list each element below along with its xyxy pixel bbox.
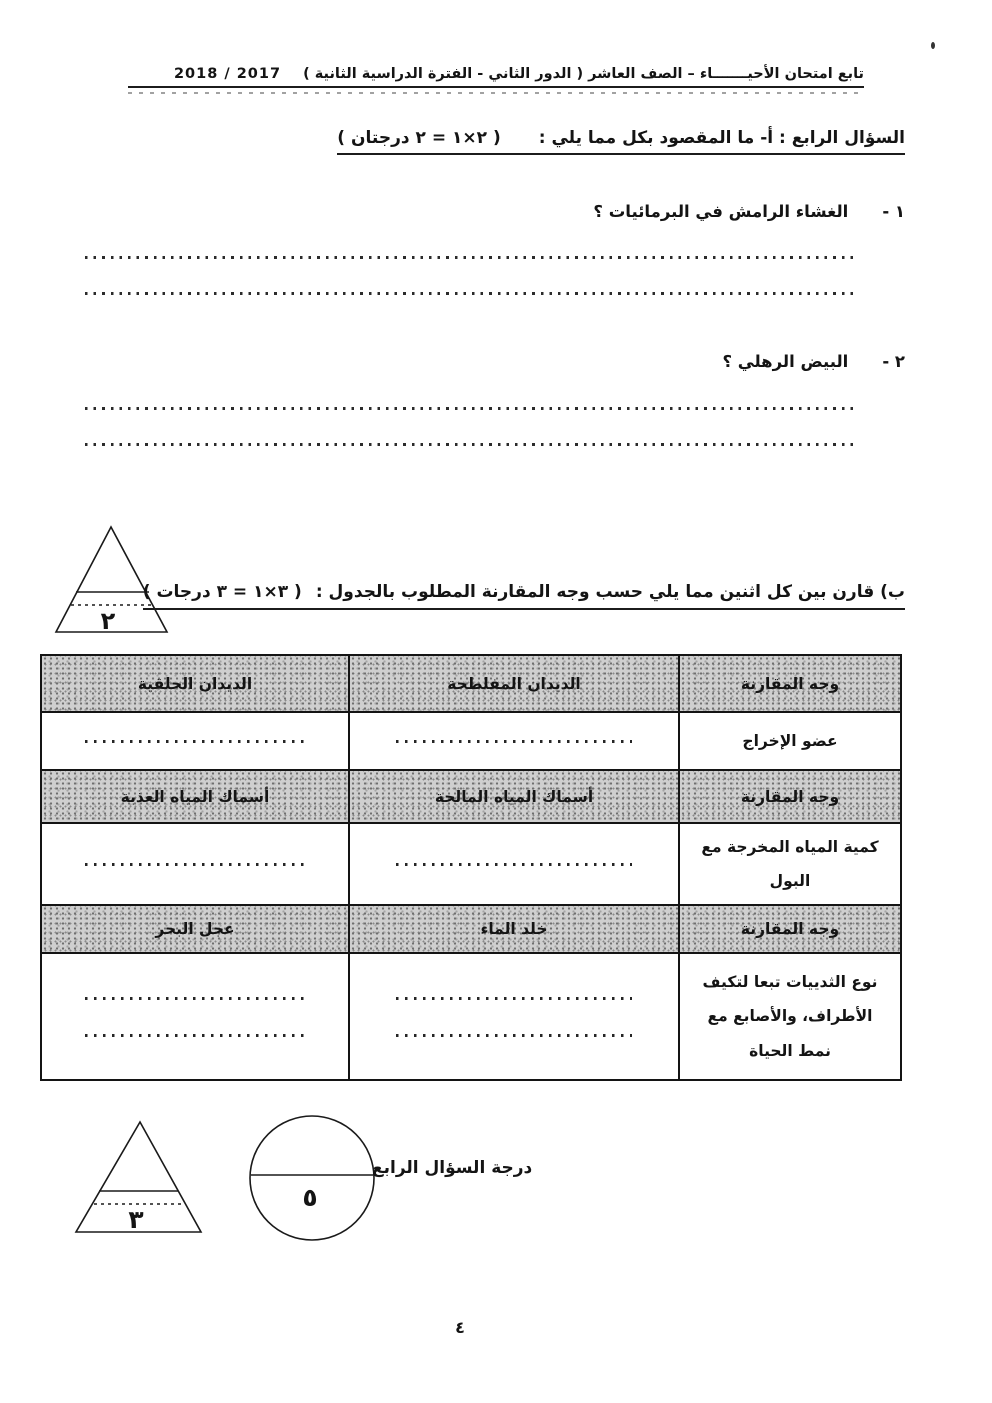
header-year: 2018 / 2017 [173,66,282,82]
table-header-cell: عجل البحر [41,905,349,953]
page-number: ٤ [455,1318,465,1337]
aspect-cell: عضو الإخراج [679,712,901,770]
part-b-marks: ( ٣×١ = ٣ درجات ) [142,582,302,602]
answer-cell [349,953,679,1080]
footer-label: درجة السؤال الرابع [372,1158,533,1178]
answer-cell [41,953,349,1080]
aspect-cell: نوع الثدييات تبعا لتكيف الأطراف، والأصابع مع نمط الحياة [679,953,901,1080]
dotted-answer-line [85,863,305,866]
answer-cell [349,823,679,905]
table-header-row [41,655,901,712]
aspect-header-cell: وجه المقارنة [679,655,901,712]
item-1-text: الغشاء الرامش في البرمائيات ؟ [593,202,849,221]
page-header [128,66,864,88]
item-1-number: ١ - [882,202,905,221]
answer-cell [41,712,349,770]
part-b-title [143,582,905,610]
answer-line [85,256,858,259]
dotted-answer-line [85,997,305,1000]
aspect-header-cell: وجه المقارنة [679,905,901,953]
item-1 [593,202,905,221]
table-header-row [41,905,901,953]
item-2-text: البيض الرهلي ؟ [722,352,849,371]
question-marks: ( ٢×١ = ٢ درجتان ) [337,128,501,148]
question-title [337,128,905,155]
table-header-cell: الديدان المفلطحة [349,655,679,712]
table-header-row [41,770,901,823]
dotted-answer-line [396,997,632,1000]
dotted-answer-line [396,863,632,866]
item-2 [722,352,905,371]
item-2-number: ٢ - [882,352,905,371]
aspect-header-cell: وجه المقارنة [679,770,901,823]
aspect-cell: كمية المياه المخرجة مع البول [679,823,901,905]
marks-triangle-icon [52,523,170,637]
marks-circle-icon [246,1112,378,1244]
dotted-answer-line [85,740,305,743]
dotted-answer-line [85,1034,305,1037]
triangle-mark-value: ٢ [100,607,116,635]
footer-total-circle [246,1112,378,1248]
dotted-answer-line [396,1034,632,1037]
dotted-answer-line [396,740,632,743]
answer-line [85,407,858,410]
answer-cell [349,712,679,770]
table-header-cell: خلد الماء [349,905,679,953]
part-b-title-text: ب) قارن بين كل اثنين مما يلي حسب وجه المقارنة المطلوب بالجدول : [315,582,905,602]
table-header-cell: الديدان الحلقية [41,655,349,712]
marks-triangle-icon [72,1118,208,1238]
question-title-text: السؤال الرابع : أ- ما المقصود بكل مما يلي : [538,128,905,148]
header-title: تابع امتحان الأحيـــــــاء – الصف العاشر ( الدور الثاني - الفترة الدراسية الثانية ) [303,66,864,82]
table-answer-row [41,823,901,905]
scan-speck [931,42,935,49]
footer-marks-triangle [72,1118,208,1242]
answer-cell [41,823,349,905]
table-header-cell: أسماك المياه المالحة [349,770,679,823]
triangle-mark-value: ٣ [128,1205,144,1234]
table-header-cell: أسماك المياه العذبة [41,770,349,823]
answer-line [85,443,858,446]
answer-line [85,292,858,295]
circle-mark-value: ٥ [302,1183,318,1212]
table-answer-row [41,712,901,770]
table-answer-row [41,953,901,1080]
comparison-table [40,654,902,1081]
